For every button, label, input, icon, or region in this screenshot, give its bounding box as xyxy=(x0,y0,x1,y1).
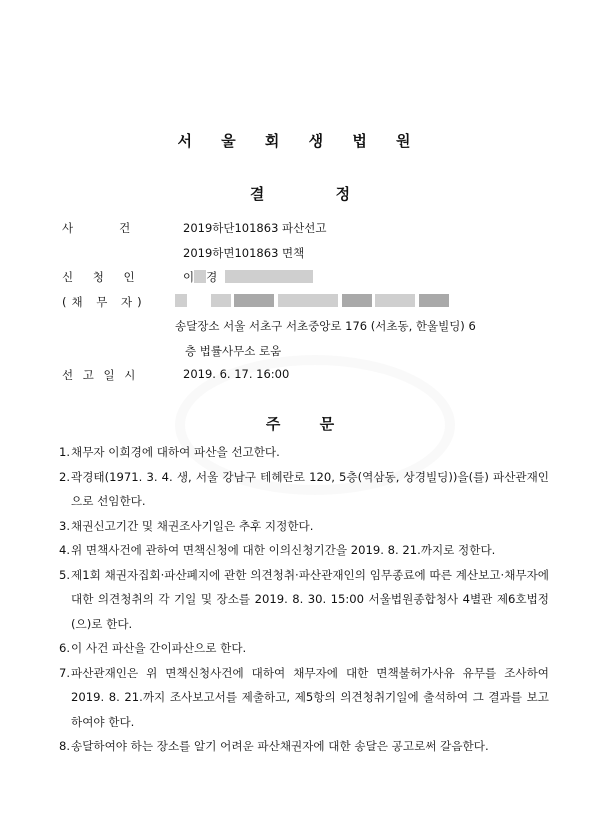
order-item-number: 6. xyxy=(59,641,71,655)
redaction-block xyxy=(175,294,187,307)
applicant-name-part2: 경 xyxy=(206,270,218,284)
date-label: 선 고 일 시 xyxy=(62,368,139,382)
order-item-text: 곽경태(1971. 3. 4. 생, 서울 강남구 테헤란로 120, 5층(역삼동, 상경빌딩))을(를) 파산관재인으로 선임한다. xyxy=(71,469,549,508)
order-item-number: 7. xyxy=(59,665,71,680)
case-label: 사건 xyxy=(62,221,177,235)
date-value: 2019. 6. 17. 16:00 xyxy=(183,367,290,381)
case-row xyxy=(62,220,562,245)
order-item-text: 채무자 이희경에 대하여 파산을 선고한다. xyxy=(71,445,280,459)
service-address: 송달장소 서울 서초구 서초중앙로 176 (서초동, 한울빌딩) 6 xyxy=(175,319,476,333)
order-item-text: 송달하여야 하는 장소를 알기 어려운 파산채권자에 대한 송달은 공고로써 갈음한다. xyxy=(71,739,489,753)
order-item xyxy=(59,636,549,661)
redaction-block xyxy=(234,294,274,307)
address-row-2 xyxy=(62,343,562,368)
order-item-text: 파산관재인은 위 면책신청사건에 대하여 채무자에 대한 면책불허가사유 유무를 조사하여 2019. 8. 21.까지 조사보고서를 제출하고, 제5항의 의견청취기일에 출석하여 그 결과를 보고하여야 한다. xyxy=(71,665,549,729)
debtor-label: (채 무 자) xyxy=(62,294,147,309)
order-item-text: 이 사건 파산을 간이파산으로 한다. xyxy=(71,641,247,655)
order-item-number: 3. xyxy=(59,518,71,533)
order-item-text: 제1회 채권자집회·파산폐지에 관한 의견청취·파산관재인의 임무종료에 따른 계산보고·채무자에 대한 의견청취의 각 기일 및 장소를 2019. 8. 30. 15:00 서울법원종합청사 4별관 제6호법정(으)로 한다. xyxy=(71,567,549,631)
redaction-block xyxy=(375,294,415,307)
redaction-block xyxy=(211,294,231,307)
applicant-name xyxy=(183,269,313,285)
order-item-text: 위 면책사건에 관하여 면책신청에 대한 이의신청기간을 2019. 8. 21.까지로 정한다. xyxy=(71,543,496,557)
court-name: 서 울 회 생 법 원 xyxy=(177,132,423,150)
service-address-cont: 층 법률사무소 로움 xyxy=(185,343,282,358)
order-item-text: 채권신고기간 및 채권조사기일은 추후 지정한다. xyxy=(71,518,314,533)
redaction-block xyxy=(342,294,372,307)
order-item-number: 8. xyxy=(59,739,71,753)
address-row xyxy=(62,318,562,343)
case-info xyxy=(62,220,562,392)
order-item xyxy=(59,514,549,539)
redaction-block xyxy=(194,270,206,283)
debtor-address-redacted xyxy=(175,294,449,308)
case-row-2 xyxy=(62,245,562,270)
order-item xyxy=(59,538,549,563)
order-item-number: 5. xyxy=(59,567,71,582)
order-item xyxy=(59,563,549,637)
debtor-row xyxy=(62,294,562,319)
redaction-block xyxy=(419,294,449,307)
order-list xyxy=(59,440,549,759)
applicant-name-part1: 이 xyxy=(183,270,195,284)
order-item xyxy=(59,661,549,735)
order-item-number: 1. xyxy=(59,445,71,459)
applicant-row xyxy=(62,269,562,294)
order-item xyxy=(59,440,549,465)
order-item-number: 2. xyxy=(59,469,71,484)
redaction-block xyxy=(278,294,338,307)
order-item-number: 4. xyxy=(59,543,71,557)
order-item xyxy=(59,734,549,759)
case-number-bankruptcy: 2019하단101863 파산선고 xyxy=(183,221,327,235)
applicant-label: 신 청 인 xyxy=(62,270,143,284)
order-item xyxy=(59,465,549,514)
case-number-discharge: 2019하면101863 면책 xyxy=(183,245,305,260)
redaction-block xyxy=(225,270,313,283)
order-title: 주 문 xyxy=(265,415,335,433)
decision-title: 결 정 xyxy=(249,185,351,203)
date-row xyxy=(62,367,562,392)
